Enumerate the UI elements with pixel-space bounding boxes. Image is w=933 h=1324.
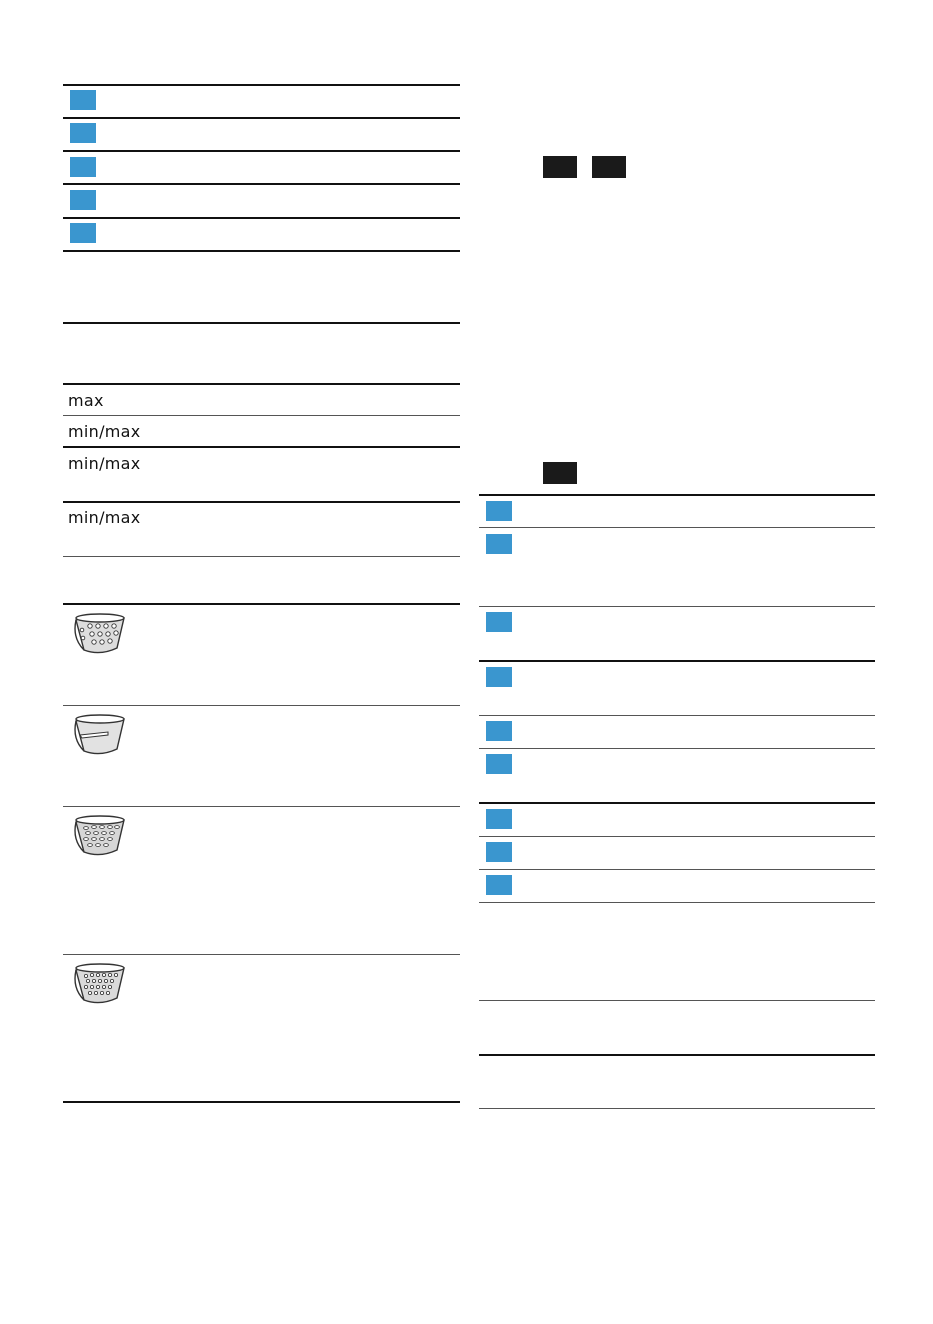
speed-setting: min/max	[68, 454, 141, 473]
slicer-drum-icon	[70, 711, 132, 767]
speed-setting: max	[68, 391, 104, 410]
coarse-grater-drum-icon	[70, 610, 132, 666]
step-marker	[486, 809, 512, 829]
step-marker	[486, 501, 512, 521]
step-marker	[486, 875, 512, 895]
step-marker	[70, 90, 96, 110]
step-marker	[486, 721, 512, 741]
step-marker	[70, 223, 96, 243]
speed-setting: min/max	[68, 508, 141, 527]
step-marker	[70, 123, 96, 143]
step-marker	[486, 754, 512, 774]
step-marker	[70, 190, 96, 210]
fine-grater-drum-icon	[70, 812, 132, 868]
key-marker	[543, 156, 577, 178]
step-marker	[486, 842, 512, 862]
step-marker	[486, 667, 512, 687]
speed-setting: min/max	[68, 422, 141, 441]
step-marker	[486, 534, 512, 554]
step-marker	[70, 157, 96, 177]
step-marker	[486, 612, 512, 632]
medium-grater-drum-icon	[70, 960, 132, 1016]
key-marker	[592, 156, 626, 178]
key-marker	[543, 462, 577, 484]
